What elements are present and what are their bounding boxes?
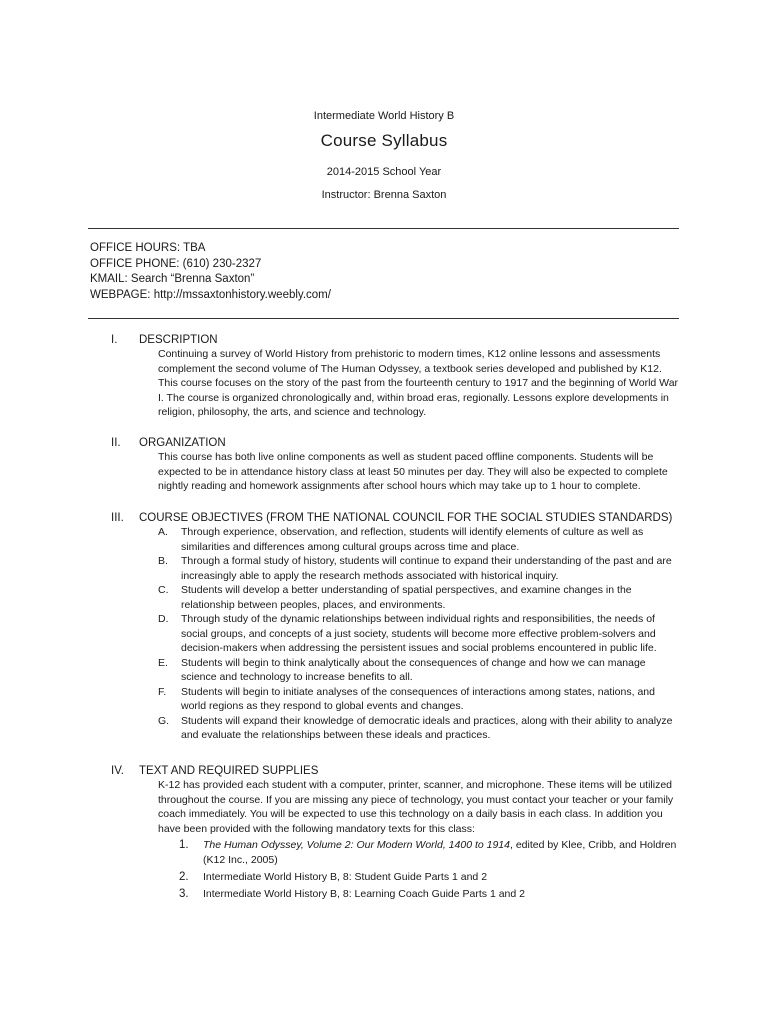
list-item <box>179 838 681 868</box>
divider-bottom <box>88 318 679 319</box>
item-text <box>203 838 681 868</box>
instructor: Instructor: Brenna Saxton <box>321 189 447 201</box>
objectives-list <box>158 525 681 743</box>
list-item <box>158 525 681 554</box>
list-item <box>179 887 681 902</box>
item-text <box>203 870 681 885</box>
section-heading <box>111 764 681 778</box>
section-heading <box>111 511 681 525</box>
section-number: II. <box>111 437 121 449</box>
section-body: K-12 has provided each student with a computer, printer, scanner, and microphone. These items will be utilized throughout the course. If you are missing any piece of technology, you must contact your teacher or your family coach immediately. You will be expected to use this technology on a daily basis in each class. In addition you have been provided with the following mandatory texts for this class: <box>158 779 674 835</box>
section-body: Continuing a survey of World History from prehistoric to modern times, K12 online lessons and assessments complement the second volume of The Human Odyssey, a textbook series developed and published by K12. This course focuses on the story of the past from the fourteenth century to 1917 and the beginning of World War I. The course is organized chronologically and, within broad eras, regionally. Lessons explore developments in religion, philosophy, the arts, and science and technology. <box>158 348 679 418</box>
item-text: Through experience, observation, and reflection, students will identify elements of culture as well as similarities and differences among cultural groups across time and place. <box>181 526 644 553</box>
contact-info <box>90 241 331 303</box>
book-details: , edited by Klee, Cribb, and Holdren (K12 Inc., 2005) <box>203 839 677 866</box>
course-name: Intermediate World History B <box>313 110 455 122</box>
list-item <box>158 714 681 743</box>
book-details: Intermediate World History B, 8: Learning Coach Guide Parts 1 and 2 <box>203 888 525 900</box>
section-heading <box>111 333 681 347</box>
page-title: Course Syllabus <box>320 131 448 150</box>
section-title: TEXT AND REQUIRED SUPPLIES <box>139 765 319 777</box>
texts-list <box>179 838 681 902</box>
item-letter: C. <box>158 584 169 596</box>
item-text: Students will develop a better understanding of spatial perspectives, and examine changes in the relationship between peoples, places, and environments. <box>181 584 632 611</box>
book-details: Intermediate World History B, 8: Student Guide Parts 1 and 2 <box>203 871 488 883</box>
item-letter: B. <box>158 555 168 567</box>
section-title: DESCRIPTION <box>139 334 218 346</box>
item-number: 2. <box>179 871 189 883</box>
item-text <box>203 887 681 902</box>
item-text: Students will begin to initiate analyses of the consequences of interactions among states, nations, and world regions as they respond to global events and changes. <box>181 685 655 712</box>
list-item <box>179 870 681 885</box>
section-organization <box>111 436 681 494</box>
section-number: IV. <box>111 765 125 777</box>
item-letter: D. <box>158 613 169 625</box>
list-item <box>158 656 681 685</box>
item-text: Through study of the dynamic relationships between individual rights and responsibilities, the needs of social groups, and concepts of a just society, students will become more effective problem-solvers and decision-makers when addressing the persistent issues and social problems encountered in public life. <box>181 613 657 654</box>
section-objectives <box>111 511 681 743</box>
section-number: I. <box>111 334 118 346</box>
item-text: Students will begin to think analytically about the consequences of change and how we can manage science and technology to increase benefits to all. <box>181 656 646 683</box>
item-number: 1. <box>179 839 189 851</box>
kmail: KMAIL: Search “Brenna Saxton” <box>90 273 255 285</box>
section-description <box>111 333 681 420</box>
item-letter: F. <box>158 685 167 698</box>
office-hours: OFFICE HOURS: TBA <box>90 242 206 254</box>
office-phone: OFFICE PHONE: (610) 230-2327 <box>90 257 262 270</box>
item-text: Through a formal study of history, students will continue to expand their understanding of the past and are increasingly able to apply the research methods associated with historical inquiry. <box>181 555 672 582</box>
school-year: 2014-2015 School Year <box>326 166 442 178</box>
item-letter: E. <box>158 656 168 669</box>
webpage: WEBPAGE: http://mssaxtonhistory.weebly.com/ <box>90 288 331 301</box>
book-title: The Human Odyssey, Volume 2: Our Modern World, 1400 to 1914 <box>203 839 510 851</box>
list-item <box>158 554 681 583</box>
section-body: This course has both live online components as well as student paced offline components. Students will be expected to be in attendance history class at least 50 minutes per day. They will also be expected to complete nightly reading and homework assignments after school hours which may take up to 1 hour to complete. <box>158 451 668 492</box>
item-letter: A. <box>158 526 168 538</box>
divider-top <box>88 228 679 229</box>
section-heading <box>111 436 681 450</box>
section-title: COURSE OBJECTIVES (FROM THE NATIONAL COUNCIL FOR THE SOCIAL STUDIES STANDARDS) <box>139 512 673 524</box>
item-text: Students will expand their knowledge of democratic ideals and practices, along with their ability to analyze and evaluate the relationships between these ideals and practices. <box>181 714 673 741</box>
item-letter: G. <box>158 714 170 727</box>
section-supplies <box>111 764 681 904</box>
list-item <box>158 612 681 656</box>
list-item <box>158 685 681 714</box>
item-number: 3. <box>179 888 189 900</box>
section-number: III. <box>111 512 124 524</box>
list-item <box>158 583 681 612</box>
section-title: ORGANIZATION <box>139 437 226 449</box>
